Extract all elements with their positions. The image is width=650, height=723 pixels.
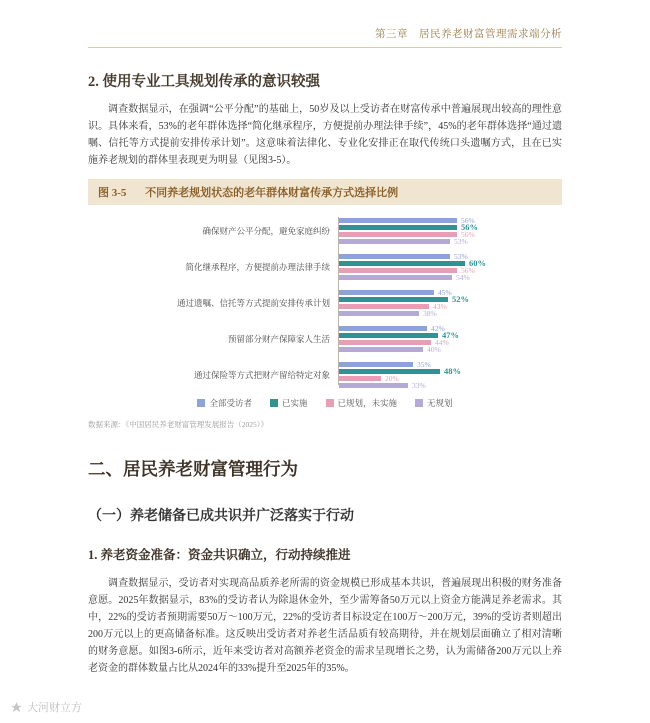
bar-line (339, 346, 562, 353)
bar-line (339, 267, 562, 274)
legend-swatch (326, 399, 334, 407)
chart-row (88, 289, 562, 317)
bar-value-label: 53% (454, 236, 468, 246)
bar-value-label: 56% (461, 229, 475, 239)
bar-value-label: 48% (444, 366, 461, 377)
bar (339, 225, 457, 231)
legend-label: 已规划，未实施 (337, 398, 398, 408)
section-main-title: 二、居民养老财富管理行为 (88, 459, 298, 479)
bar-group (338, 325, 562, 353)
watermark (10, 699, 82, 715)
bar-value-label: 56% (461, 265, 475, 275)
subsection-title: （一）养老储备已成共识并广泛落实于行动 (88, 509, 354, 524)
bar (339, 304, 429, 310)
bar-line (339, 339, 562, 346)
bar-line (339, 303, 562, 310)
chart-row (88, 325, 562, 353)
data-source: 数据来源：《中国居民养老财富管理发展报告（2025）》 (88, 420, 268, 429)
bar-line (339, 296, 562, 303)
legend-swatch (270, 399, 278, 407)
bar-line (339, 238, 562, 245)
legend-label: 已实施 (281, 398, 308, 408)
bar (339, 333, 438, 339)
bar-line (339, 253, 562, 260)
bar-group (338, 361, 562, 389)
legend-item (270, 397, 308, 409)
bar-line (339, 289, 562, 296)
bar-line (339, 382, 562, 389)
bar (339, 347, 423, 353)
figure-label: 图 3-5 (98, 187, 127, 199)
bar-value-label: 52% (452, 294, 469, 305)
bar-value-label: 43% (433, 301, 447, 311)
bar-value-label: 20% (385, 373, 399, 383)
bar (339, 275, 452, 281)
bar-line (339, 231, 562, 238)
bar (339, 297, 448, 303)
bar-value-label: 44% (435, 337, 449, 347)
bar-value-label: 60% (469, 258, 486, 269)
category-label: 预留部分财产保障家人生活 (227, 333, 330, 344)
bar (339, 340, 431, 346)
bar-chart (88, 211, 562, 389)
bar-value-label: 56% (461, 222, 478, 233)
bar-value-label: 33% (412, 380, 426, 390)
category-label: 通过遗嘱、信托等方式提前安排传承计划 (176, 297, 330, 308)
legend-item (326, 397, 398, 409)
bar-value-label: 35% (417, 359, 431, 369)
bar-line (339, 260, 562, 267)
bar-group (338, 289, 562, 317)
bar-value-label: 56% (461, 215, 475, 225)
bar-line (339, 224, 562, 231)
bar (339, 383, 408, 389)
bar (339, 376, 381, 382)
page-content (88, 70, 562, 677)
bar-value-label: 45% (438, 287, 452, 297)
bar (339, 362, 413, 368)
bar-value-label: 53% (454, 251, 468, 261)
bar (339, 261, 465, 267)
bar-value-label: 40% (427, 344, 441, 354)
legend-label: 无规划 (427, 398, 453, 408)
legend-item (197, 397, 252, 409)
bar-value-label: 47% (442, 330, 459, 341)
bar (339, 254, 450, 260)
bar (339, 218, 457, 224)
bar-line (339, 332, 562, 339)
category-label: 确保财产公平分配，避免家庭纠纷 (202, 225, 330, 236)
chart-legend (88, 397, 562, 409)
chart-row (88, 217, 562, 245)
chart-row (88, 253, 562, 281)
bar-value-label: 38% (423, 308, 437, 318)
bar (339, 290, 434, 296)
bar (339, 268, 457, 274)
figure-title: 不同养老规划状态的老年群体财富传承方式选择比例 (145, 187, 399, 199)
page-header (88, 26, 562, 41)
legend-label: 全部受访者 (209, 398, 252, 408)
legend-item (415, 397, 453, 409)
subsubsection-title: 1. 养老资金准备：资金共识确立，行动持续推进 (88, 548, 351, 562)
bar-line (339, 310, 562, 317)
dahe-logo-icon (10, 701, 23, 714)
bar-line (339, 217, 562, 224)
bar-value-label: 42% (431, 323, 445, 333)
legend-swatch (197, 399, 205, 407)
bar-group (338, 253, 562, 281)
bar (339, 232, 457, 238)
chart-row (88, 361, 562, 389)
chapter-heading: 第三章 居民养老财富管理需求端分析 (375, 29, 562, 40)
bar (339, 326, 427, 332)
funding-paragraph: 调查数据显示，受访者对实现高品质养老所需的资金规模已形成基本共识，普遍展现出积极的财务准备意愿。2025年数据显示，83%的受访者认为除退休金外，至少需筹备50万元以上资金方能满足养老需求。其中，22%的受访者预期需要50万～100万元，22%的受访者目标设定在100万～200万元，39%的受访者则超出200万元以上的更高储备标准。这反映出受访者对养老生活品质有较高期待，并在规划层面确立了相对清晰的财务意愿。如图3-6所示，近年来受访者对高额养老资金的需求呈现增长之势，认为需储备200万元以上养老资金的群体数量占比从2024年的33%提升至2025年的35%。 (88, 578, 562, 674)
bar (339, 239, 450, 245)
figure-caption (88, 179, 562, 205)
category-label: 通过保险等方式把财产留给特定对象 (193, 369, 330, 380)
section-2-paragraph: 调查数据显示，在强调“公平分配”的基础上，50岁及以上受访者在财富传承中普遍展现出较高的理性意识。具体来看，53%的老年群体选择“简化继承程序，方便提前办理法律手续”，45%的老年群体选择“通过遗嘱、信托等方式提前安排传承计划”。这意味着法律化、专业化安排正在取代传统口头遗嘱方式，且在已实施养老规划的群体里表现更为明显（见图3-5）。 (88, 104, 562, 166)
section-2-title: 2. 使用专业工具规划传承的意识较强 (88, 74, 320, 90)
bar-line (339, 375, 562, 382)
bar-group (338, 217, 562, 245)
bar-line (339, 368, 562, 375)
watermark-text: 大河财立方 (27, 702, 82, 714)
bar (339, 311, 419, 317)
header-divider (88, 47, 562, 48)
bar-line (339, 274, 562, 281)
legend-swatch (415, 399, 423, 407)
category-label: 简化继承程序，方便提前办理法律手续 (185, 261, 330, 272)
bar-value-label: 54% (456, 272, 470, 282)
